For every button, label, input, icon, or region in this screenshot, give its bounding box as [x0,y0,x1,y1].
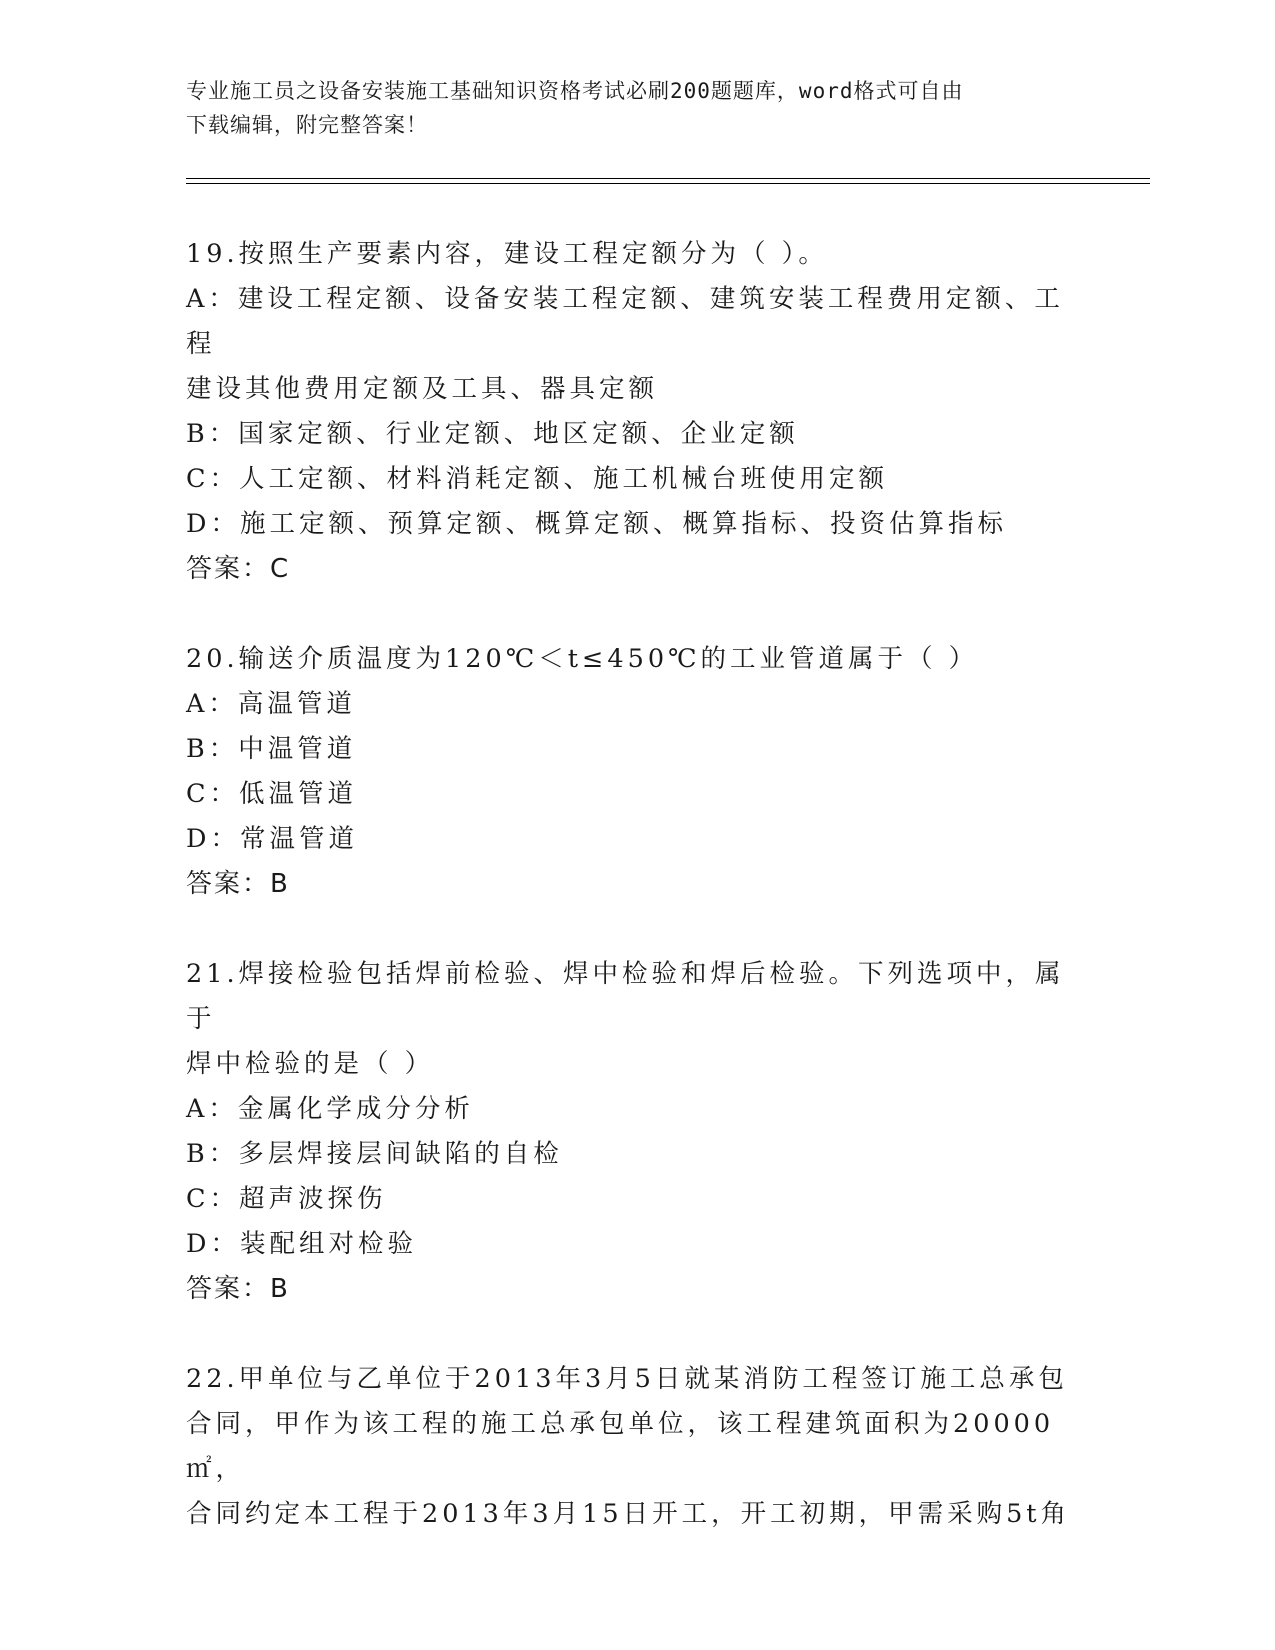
question-stem-continued: 焊中检验的是（ ） [186,1049,435,1079]
option-c: C：超声波探伤 [186,1184,387,1214]
question-19 [186,232,1086,592]
option-b: B：国家定额、行业定额、地区定额、企业定额 [186,419,799,449]
option-d: D：常温管道 [186,824,358,854]
question-20 [186,637,1086,907]
question-22 [186,1357,1086,1537]
question-21 [186,952,1086,1312]
question-stem: 20.输送介质温度为120℃＜t≤450℃的工业管道属于（ ） [186,644,979,674]
question-stem-continued: 合同，甲作为该工程的施工总承包单位，该工程建筑面积为20000㎡， [186,1409,1055,1484]
option-c: C：人工定额、材料消耗定额、施工机械台班使用定额 [186,464,889,494]
header-rule-bottom [186,183,1150,184]
header-rule-top [186,178,1150,179]
option-a-continued: 建设其他费用定额及工具、器具定额 [186,374,659,404]
question-stem: 22.甲单位与乙单位于2013年3月5日就某消防工程签订施工总承包 [186,1364,1068,1394]
question-stem-continued: 合同约定本工程于2013年3月15日开工，开工初期，甲需采购5t角 [186,1499,1071,1529]
header-text-line2: 下载编辑，附完整答案！ [186,113,428,137]
question-list [186,232,1086,1537]
option-b: B：多层焊接层间缺陷的自检 [186,1139,563,1169]
option-c: C：低温管道 [186,779,358,809]
option-a: A：金属化学成分分析 [186,1094,474,1124]
option-d: D：装配组对检验 [186,1229,417,1259]
answer-line: 答案：B [186,1274,290,1304]
option-a: A：建设工程定额、设备安装工程定额、建筑安装工程费用定额、工程 [186,284,1064,359]
document-header [186,74,1066,142]
header-text-line1: 专业施工员之设备安装施工基础知识资格考试必刷200题题库，word格式可自由 [186,79,964,103]
option-a: A：高温管道 [186,689,356,719]
question-stem: 19.按照生产要素内容，建设工程定额分为（ ）。 [186,239,828,269]
answer-line: 答案：C [186,554,291,584]
option-d: D：施工定额、预算定额、概算定额、概算指标、投资估算指标 [186,509,1007,539]
option-b: B：中温管道 [186,734,357,764]
answer-line: 答案：B [186,869,290,899]
question-stem: 21.焊接检验包括焊前检验、焊中检验和焊后检验。下列选项中，属于 [186,959,1065,1034]
